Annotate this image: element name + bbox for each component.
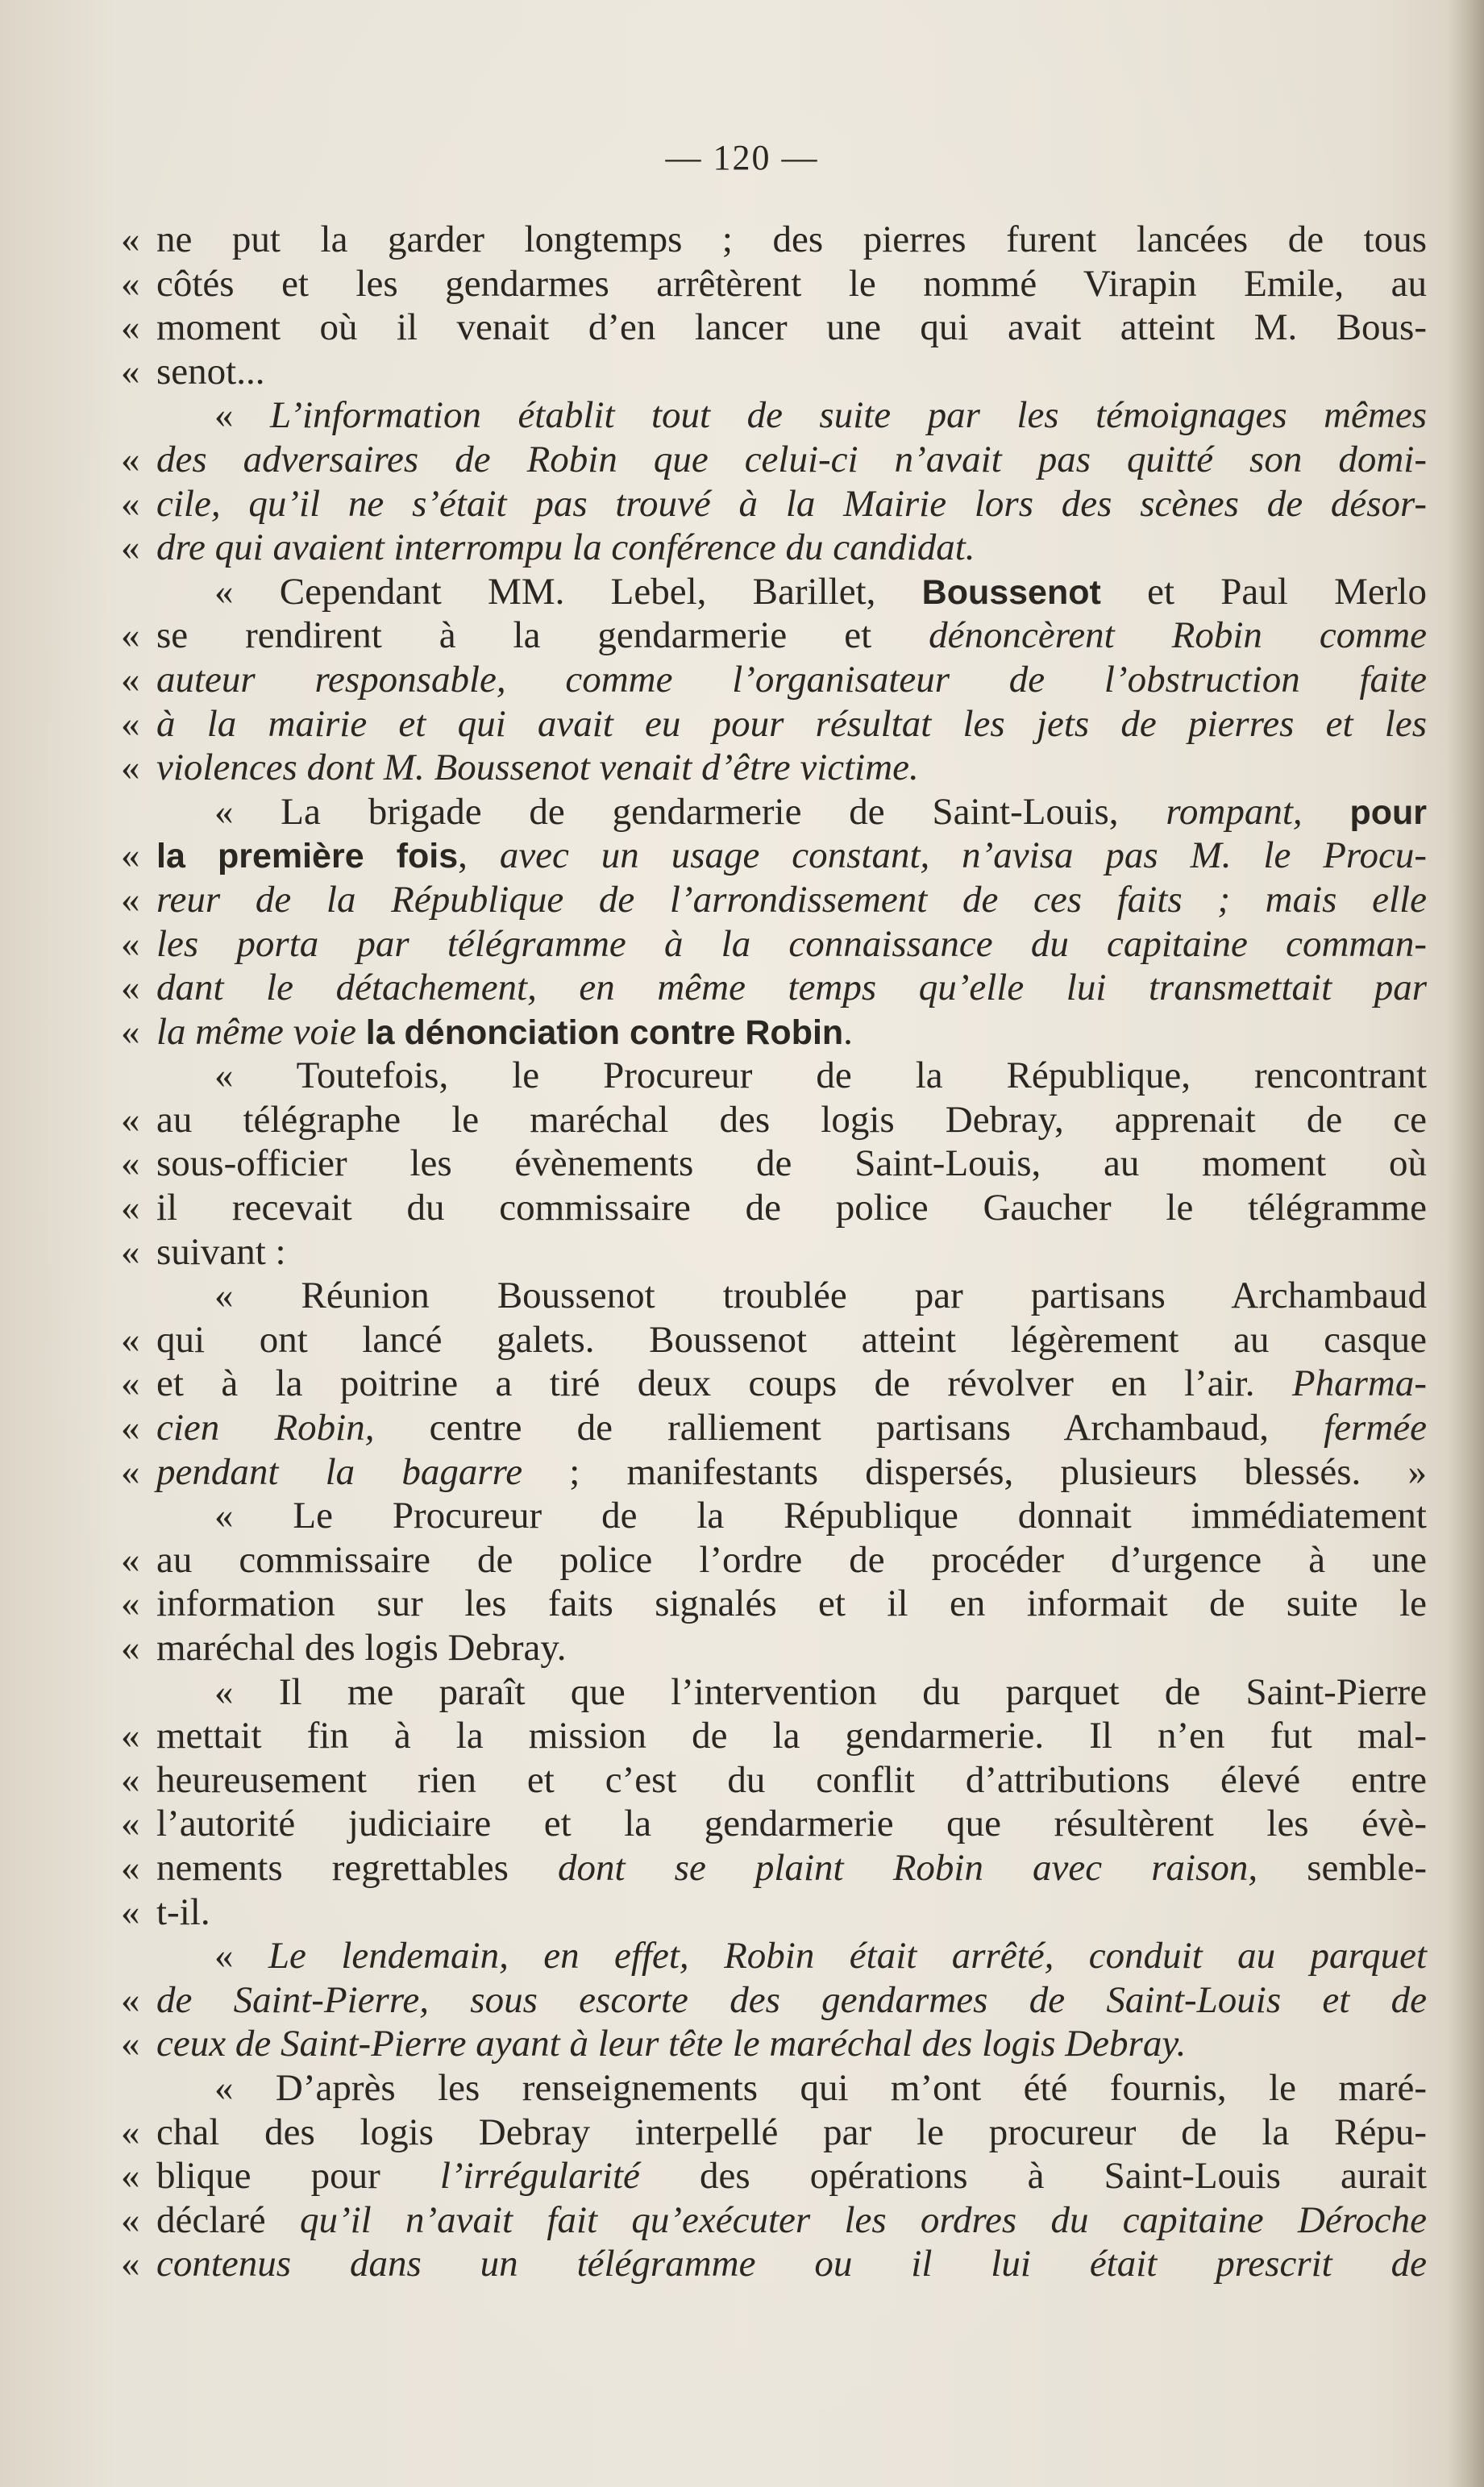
text-line: « des adversaires de Robin que celui-ci n’avait pas quitté son domi-: [121, 438, 1427, 480]
text-line: « information sur les faits signalés et il en informait de suite le: [121, 1582, 1427, 1625]
text-line: « se rendirent à la gendarmerie et dénoncèrent Robin comme: [121, 614, 1428, 657]
text-line: « chal des logis Debray interpellé par le procureur de la Répu-: [121, 2111, 1427, 2153]
text-line: « de Saint-Pierre, sous escorte des gendarmes de Saint-Louis et de: [121, 1978, 1427, 2021]
text-line: « la même voie la dénonciation contre Robin.: [121, 1010, 853, 1053]
text-line: « t-il.: [121, 1890, 210, 1933]
text-line: « cile, qu’il ne s’était pas trouvé à la Mairie lors des scènes de désor-: [121, 482, 1427, 525]
text-line: « Toutefois, le Procureur de la République, rencontrant: [214, 1054, 1427, 1097]
text-line: « dant le détachement, en même temps qu’elle lui transmettait par: [121, 967, 1427, 1009]
text-line: « Cependant MM. Lebel, Barillet, Boussenot et Paul Merlo: [214, 570, 1427, 613]
text-line: « à la mairie et qui avait eu pour résultat les jets de pierres et les: [121, 702, 1427, 745]
text-line: « reur de la République de l’arrondissement de ces faits ; mais elle: [121, 878, 1427, 921]
text-line: « senot...: [121, 350, 265, 393]
text-line: « et à la poitrine a tiré deux coups de révolver en l’air. Pharma-: [121, 1362, 1427, 1405]
text-line: « Le lendemain, en effet, Robin était arrêté, conduit au parquet: [214, 1935, 1427, 1978]
text-line: « violences dont M. Boussenot venait d’être victime.: [121, 747, 919, 789]
page-number: — 120 —: [665, 138, 819, 177]
text-line: « il recevait du commissaire de police Gaucher le télégramme: [121, 1187, 1427, 1229]
text-line: « moment où il venait d’en lancer une qui avait atteint M. Bous-: [121, 306, 1427, 349]
text-line: « l’autorité judiciaire et la gendarmerie que résultèrent les évè-: [121, 1803, 1427, 1845]
text-line: « blique pour l’irrégularité des opérations à Saint-Louis aurait: [121, 2155, 1427, 2198]
text-line: « sous-officier les évènements de Saint-Louis, au moment où: [121, 1142, 1427, 1185]
text-line: « ceux de Saint-Pierre ayant à leur tête le maréchal des logis Debray.: [121, 2023, 1187, 2065]
text-line: « pendant la bagarre ; manifestants dispersés, plusieurs blessés. »: [121, 1450, 1427, 1493]
text-line: « Il me paraît que l’intervention du parquet de Saint-Pierre: [214, 1670, 1427, 1713]
text-line: « suivant :: [121, 1230, 286, 1273]
text-line: « contenus dans un télégramme ou il lui était prescrit de: [121, 2243, 1427, 2285]
text-line: « qui ont lancé galets. Boussenot atteint légèrement au casque: [121, 1318, 1427, 1361]
text-line: « L’information établit tout de suite par les témoignages mêmes: [214, 394, 1427, 437]
text-line: « auteur responsable, comme l’organisateur de l’obstruction faite: [121, 658, 1427, 701]
text-line: « cien Robin, centre de ralliement partisans Archambaud, fermée: [121, 1407, 1427, 1449]
text-line: « D’après les renseignements qui m’ont été fournis, le maré-: [214, 2066, 1427, 2109]
text-line: « la première fois, avec un usage constant, n’avisa pas M. le Procu-: [121, 834, 1427, 877]
text-line: « ne put la garder longtemps ; des pierres furent lancées de tous: [121, 218, 1427, 260]
text-line: « au commissaire de police l’ordre de procéder d’urgence à une: [121, 1538, 1427, 1581]
text-line: « Réunion Boussenot troublée par partisans Archambaud: [214, 1275, 1427, 1317]
text-line: « maréchal des logis Debray.: [121, 1627, 567, 1669]
text-line: « les porta par télégramme à la connaissance du capitaine comman-: [121, 922, 1427, 965]
text-line: « heureusement rien et c’est du conflit d’attributions élevé entre: [121, 1758, 1427, 1801]
text-line: « dre qui avaient interrompu la conférence du candidat.: [121, 526, 975, 569]
text-line: « nements regrettables dont se plaint Robin avec raison, semble-: [121, 1846, 1427, 1889]
text-line: « Le Procureur de la République donnait immédiatement: [214, 1495, 1427, 1537]
text-line: « La brigade de gendarmerie de Saint-Louis, rompant, pour: [214, 790, 1427, 833]
page-edge-shadow: [1447, 0, 1484, 2487]
text-line: « au télégraphe le maréchal des logis Debray, apprenait de ce: [121, 1098, 1427, 1141]
text-line: « mettait fin à la mission de la gendarmerie. Il n’en fut mal-: [121, 1715, 1427, 1757]
body-text: [121, 218, 1427, 2286]
text-line: « déclaré qu’il n’avait fait qu’exécuter les ordres du capitaine Déroche: [121, 2198, 1427, 2241]
text-line: « côtés et les gendarmes arrêtèrent le nommé Virapin Emile, au: [121, 262, 1427, 305]
